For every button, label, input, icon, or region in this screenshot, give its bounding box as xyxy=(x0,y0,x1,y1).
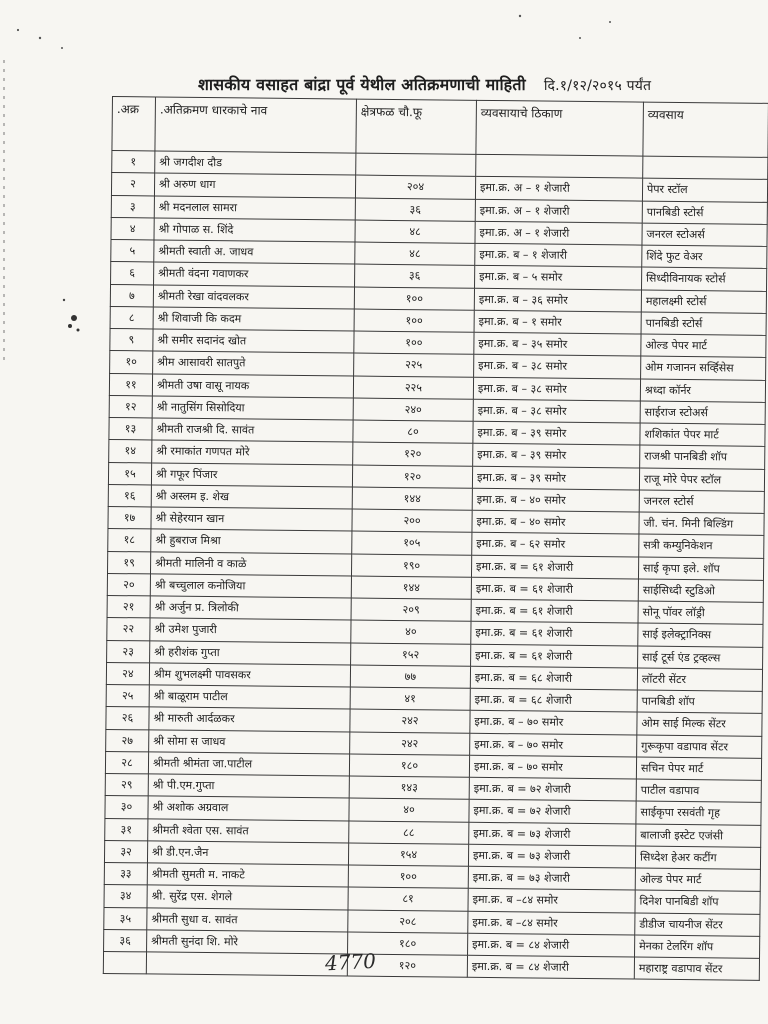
cell-location: इमा.क्र. ब = ६८ शेजारी xyxy=(470,688,637,712)
cell-name: श्री डी.एन.जैन xyxy=(147,841,348,865)
cell-location: इमा.क्र. ब –८४ समोर xyxy=(468,889,635,913)
cell-sr: २५ xyxy=(106,684,149,707)
cell-sr: २ xyxy=(111,173,154,196)
cell-area: २४२ xyxy=(350,732,470,756)
cell-area: १२० xyxy=(352,465,472,489)
cell-business: ओल्ड पेपर मार्ट xyxy=(641,334,766,358)
cell-area: २२५ xyxy=(354,353,474,377)
cell-area: ८१ xyxy=(348,887,468,911)
cell-area: १५२ xyxy=(351,643,471,667)
cell-sr: २० xyxy=(107,573,150,596)
cell-sr: ८ xyxy=(110,306,153,329)
cell-location: इमा.क्र. ब – ७० समोर xyxy=(470,711,637,735)
cell-sr: २८ xyxy=(105,751,148,774)
cell-area: ४१ xyxy=(350,687,470,711)
cell-area: १२० xyxy=(347,954,467,978)
cell-area: १०० xyxy=(354,331,474,355)
cell-name: श्रीमती उषा वासू नायक xyxy=(152,373,353,397)
cell-business: शशिकांत पेपर मार्ट xyxy=(640,423,765,447)
cell-sr: ३१ xyxy=(105,818,148,841)
cell-name: श्रीमती श्वेता एस. सावंत xyxy=(148,818,349,842)
cell-business: सिध्दीविनायक स्टोर्स xyxy=(642,267,767,291)
cell-name: श्री मारुती आर्दळकर xyxy=(149,707,350,731)
as-of-date: दि.१/१२/२०१५ पर्यंत xyxy=(543,78,652,94)
cell-sr: ६ xyxy=(111,262,154,285)
cell-area: २०८ xyxy=(348,910,468,934)
cell-location: इमा.क्र. ब = ८४ शेजारी xyxy=(467,955,634,979)
cell-area: २०४ xyxy=(355,175,475,199)
cell-business: पानबिडी शॉप xyxy=(637,690,762,714)
title-text: शासकीय वसाहत बांद्रा पूर्व येथील अतिक्रमणाची माहिती xyxy=(198,75,526,94)
cell-area: ४८ xyxy=(355,220,475,244)
cell-location: इमा.क्र. ब = ७२ शेजारी xyxy=(469,800,636,824)
cell-area: २४२ xyxy=(350,709,470,733)
cell-location: इमा.क्र. ब – ३९ समोर xyxy=(472,466,639,490)
cell-location: इमा.क्र. ब – ३५ समोर xyxy=(474,332,641,356)
cell-location: इमा.क्र. ब = ६८ शेजारी xyxy=(470,666,637,690)
cell-sr: १ xyxy=(112,151,155,174)
cell-sr xyxy=(103,951,146,974)
cell-business: ओम साई मिल्क सेंटर xyxy=(637,712,762,736)
cell-name: श्रीमती स्वाती अ. जाधव xyxy=(154,240,355,264)
cell-location: इमा.क्र. ब – ३८ समोर xyxy=(473,399,640,423)
cell-area: १०० xyxy=(348,865,468,889)
cell-area: २४० xyxy=(353,398,473,422)
cell-area: ८८ xyxy=(349,821,469,845)
cell-business: साईसिध्दी स्टुडिओ xyxy=(638,579,763,603)
cell-sr: १९ xyxy=(108,551,151,574)
cell-name: श्रीम शुभलक्ष्मी पावसकर xyxy=(149,663,350,687)
cell-name: श्री मदनलाल सामरा xyxy=(154,195,355,219)
cell-location: इमा.क्र. ब = ७२ शेजारी xyxy=(469,777,636,801)
cell-name: श्रीम आसावरी सातपुते xyxy=(153,351,354,375)
cell-name: श्री बच्चुलाल कनोजिया xyxy=(150,574,351,598)
cell-sr: २७ xyxy=(106,729,149,752)
table-body xyxy=(103,151,768,981)
cell-sr: २२ xyxy=(107,618,150,641)
cell-sr: २१ xyxy=(107,595,150,618)
cell-business: दिनेश पानबिडी शॉप xyxy=(635,890,760,914)
cell-location: इमा.क्र. ब – ४० समोर xyxy=(472,510,639,534)
cell-business: सोनू पॉवर लॉड्री xyxy=(638,601,763,625)
cell-name: श्री गोपाळ स. शिंदे xyxy=(154,218,355,242)
cell-area: ४० xyxy=(349,798,469,822)
cell-name: श्री अस्लम इ. शेख xyxy=(151,485,352,509)
header-area: क्षेत्रफळ चौ.फू xyxy=(356,99,477,154)
cell-name: श्री शिवाजी कि कदम xyxy=(153,307,354,331)
cell-location: इमा.क्र. ब = ७३ शेजारी xyxy=(468,844,635,868)
cell-business: महाराष्ट्र वडापाव सेंटर xyxy=(634,957,759,981)
cell-sr: ३३ xyxy=(104,862,147,885)
cell-area: २०९ xyxy=(351,598,471,622)
cell-business: राजश्री पानबिडी शॉप xyxy=(640,445,765,469)
cell-business: जनरल स्टोअर्स xyxy=(642,223,767,247)
cell-sr: ३६ xyxy=(104,929,147,952)
header-sr: .अक्र xyxy=(112,97,156,151)
cell-area: १८० xyxy=(349,754,469,778)
cell-name: श्रीमती रेखा वांदवलकर xyxy=(153,284,354,308)
cell-sr: २९ xyxy=(105,773,148,796)
cell-name: श्री. सुरेंद्र एस. शेगले xyxy=(147,885,348,909)
cell-area xyxy=(356,153,476,177)
cell-sr: ९ xyxy=(110,328,153,351)
cell-sr: २३ xyxy=(107,640,150,663)
cell-name: श्री हुबराज मिश्रा xyxy=(151,529,352,553)
cell-sr: १३ xyxy=(109,417,152,440)
cell-location: इमा.क्र. ब = ८४ शेजारी xyxy=(468,933,635,957)
cell-business: श्रध्दा कॉर्नर xyxy=(640,379,765,403)
cell-area: ८० xyxy=(353,420,473,444)
cell-name: श्री बाळूराम पाटील xyxy=(149,685,350,709)
cell-sr: ३२ xyxy=(104,840,147,863)
cell-location: इमा.क्र. अ – १ शेजारी xyxy=(475,221,642,245)
cell-business: राजू मोरे पेपर स्टॉल xyxy=(639,468,764,492)
encroachment-table xyxy=(103,96,768,981)
cell-location: इमा.क्र. अ – १ शेजारी xyxy=(475,199,642,223)
cell-area: १४४ xyxy=(351,576,471,600)
cell-area: १५४ xyxy=(348,843,468,867)
cell-location: इमा.क्र. ब – ४० समोर xyxy=(472,488,639,512)
cell-business: ओल्ड पेपर मार्ट xyxy=(635,868,760,892)
cell-location: इमा.क्र. ब = ६१ शेजारी xyxy=(471,622,638,646)
cell-area: १०० xyxy=(354,287,474,311)
cell-business: शिंदे फुट वेअर xyxy=(642,245,767,269)
cell-name: श्री अरुण धाग xyxy=(154,173,355,197)
cell-location: इमा.क्र. ब – १ शेजारी xyxy=(475,243,642,267)
cell-business: लॉटरी सेंटर xyxy=(637,668,762,692)
cell-business: साईकृपा रसवंती गृह xyxy=(636,801,761,825)
handwritten-note: 4770 xyxy=(324,948,377,976)
cell-name: श्रीमती सुनंदा शि. मोरे xyxy=(147,930,348,954)
cell-location: इमा.क्र. ब – ३९ समोर xyxy=(473,421,640,445)
cell-location: इमा.क्र. ब – १ समोर xyxy=(474,310,641,334)
cell-name: श्रीमती मालिनी व काळे xyxy=(150,551,351,575)
cell-area: १४३ xyxy=(349,776,469,800)
cell-sr: १६ xyxy=(108,484,151,507)
cell-business: सिध्देश हेअर कटींग xyxy=(635,846,760,870)
cell-location: इमा.क्र. ब – ७० समोर xyxy=(469,755,636,779)
cell-name: श्रीमती सुमती म. नाकटे xyxy=(147,863,348,887)
cell-business: सचिन पेपर मार्ट xyxy=(636,757,761,781)
cell-name: श्री पी.एम.गुप्ता xyxy=(148,774,349,798)
cell-business: जनरल स्टोर्स xyxy=(639,490,764,514)
cell-area: १९० xyxy=(351,554,471,578)
cell-name: श्री अर्जुन प्र. त्रिलोकी xyxy=(150,596,351,620)
cell-sr: १० xyxy=(110,351,153,374)
cell-business: साई इलेक्ट्रानिक्स xyxy=(638,623,763,647)
cell-location: इमा.क्र. ब – ३८ समोर xyxy=(473,377,640,401)
cell-business: पाटील वडापाव xyxy=(636,779,761,803)
cell-area: ७७ xyxy=(350,665,470,689)
cell-business: सत्री कम्युनिकेशन xyxy=(639,534,764,558)
cell-sr: १४ xyxy=(109,440,152,463)
cell-location: इमा.क्र. ब = ६१ शेजारी xyxy=(471,577,638,601)
cell-sr: २६ xyxy=(106,707,149,730)
cell-area: ४० xyxy=(351,620,471,644)
cell-business: मेनका टेलरिंग शॉप xyxy=(635,935,760,959)
cell-area: १८० xyxy=(348,932,468,956)
cell-sr: १७ xyxy=(108,506,151,529)
cell-area: ३६ xyxy=(355,264,475,288)
cell-location: इमा.क्र. ब = ६१ शेजारी xyxy=(471,555,638,579)
cell-location: इमा.क्र. अ – १ शेजारी xyxy=(475,177,642,201)
cell-business: महालक्ष्मी स्टोर्स xyxy=(641,290,766,314)
cell-sr: १८ xyxy=(108,529,151,552)
cell-area: २२५ xyxy=(353,376,473,400)
cell-sr: ३० xyxy=(105,796,148,819)
cell-location: इमा.क्र. ब = ६१ शेजारी xyxy=(471,599,638,623)
cell-business: पेपर स्टॉल xyxy=(642,178,767,202)
cell-sr: ३४ xyxy=(104,885,147,908)
cell-name xyxy=(146,952,347,976)
cell-name: श्री अशोक अग्रवाल xyxy=(148,796,349,820)
cell-sr: २४ xyxy=(106,662,149,685)
cell-sr: ७ xyxy=(110,284,153,307)
cell-name: श्रीमती सुधा व. सावंत xyxy=(147,907,348,931)
cell-area: १०५ xyxy=(352,531,472,555)
cell-name: श्रीमती वंदना गवाणकर xyxy=(154,262,355,286)
cell-business: ओम गजानन सर्व्हिसेस xyxy=(641,356,766,380)
cell-area: ४८ xyxy=(355,242,475,266)
cell-business: डीडीज चायनीज सेंटर xyxy=(635,913,760,937)
cell-location: इमा.क्र. ब – ७० समोर xyxy=(470,733,637,757)
table-header-row xyxy=(112,97,768,158)
cell-name: श्रीमती श्रीमंता जा.पाटील xyxy=(148,752,349,776)
cell-area: १२० xyxy=(353,442,473,466)
cell-business: पानबिडी स्टोर्स xyxy=(641,312,766,336)
cell-sr: ३५ xyxy=(104,907,147,930)
cell-location: इमा.क्र. ब – ६२ समोर xyxy=(472,533,639,557)
header-business: व्यवसाय xyxy=(643,102,768,157)
cell-name: श्री नातुसिंग सिसोदिया xyxy=(152,396,353,420)
cell-name: श्री सेहेरयान खान xyxy=(151,507,352,531)
cell-location xyxy=(476,154,643,178)
cell-location: इमा.क्र. ब = ६१ शेजारी xyxy=(471,644,638,668)
cell-sr: ४ xyxy=(111,217,154,240)
cell-location: इमा.क्र. ब – ३९ समोर xyxy=(473,444,640,468)
cell-business xyxy=(643,156,768,180)
cell-location: इमा.क्र. ब – ३८ समोर xyxy=(474,355,641,379)
cell-name: श्री गफूर पिंजार xyxy=(151,462,352,486)
cell-area: १४४ xyxy=(352,487,472,511)
cell-sr: ५ xyxy=(111,239,154,262)
header-location: व्यवसायाचे ठिकाण xyxy=(476,100,644,156)
cell-area: ३६ xyxy=(355,198,475,222)
cell-sr: १५ xyxy=(108,462,151,485)
cell-location: इमा.क्र. ब = ७३ शेजारी xyxy=(469,822,636,846)
cell-business: जी. चंन. मिनी बिल्डिंग xyxy=(639,512,764,536)
cell-sr: ११ xyxy=(109,373,152,396)
cell-business: साई कृपा इले. शॉप xyxy=(638,557,763,581)
cell-name: श्री सोमा स जाधव xyxy=(149,729,350,753)
cell-location: इमा.क्र. ब – ३६ समोर xyxy=(474,288,641,312)
cell-name: श्री जगदीश दौड xyxy=(155,151,356,175)
cell-business: गुरूकृपा वडापाव सेंटर xyxy=(637,735,762,759)
cell-location: इमा.क्र. ब – ५ समोर xyxy=(475,266,642,290)
cell-name: श्रीमती राजश्री दि. सावंत xyxy=(152,418,353,442)
cell-location: इमा.क्र. ब = ७३ शेजारी xyxy=(468,866,635,890)
cell-sr: ३ xyxy=(111,195,154,218)
cell-name: श्री उमेश पुजारी xyxy=(150,618,351,642)
cell-business: साई टूर्स एंड ट्रव्हल्स xyxy=(638,646,763,670)
cell-area: २०० xyxy=(352,509,472,533)
header-name: .अतिक्रमण धारकाचे नाव xyxy=(155,97,357,153)
cell-name: श्री समीर सदानंद खोत xyxy=(153,329,354,353)
cell-business: साईराज स्टोअर्स xyxy=(640,401,765,425)
cell-name: श्री हरीशंक गुप्ता xyxy=(150,640,351,664)
cell-name: श्री रमाकांत गणपत मोरे xyxy=(152,440,353,464)
cell-business: पानबिडी स्टोर्स xyxy=(642,201,767,225)
cell-area: १०० xyxy=(354,309,474,333)
document-title xyxy=(198,73,758,95)
cell-location: इमा.क्र. ब –८४ समोर xyxy=(468,911,635,935)
cell-sr: १२ xyxy=(109,395,152,418)
cell-business: बालाजी इस्टेट एजंसी xyxy=(636,824,761,848)
